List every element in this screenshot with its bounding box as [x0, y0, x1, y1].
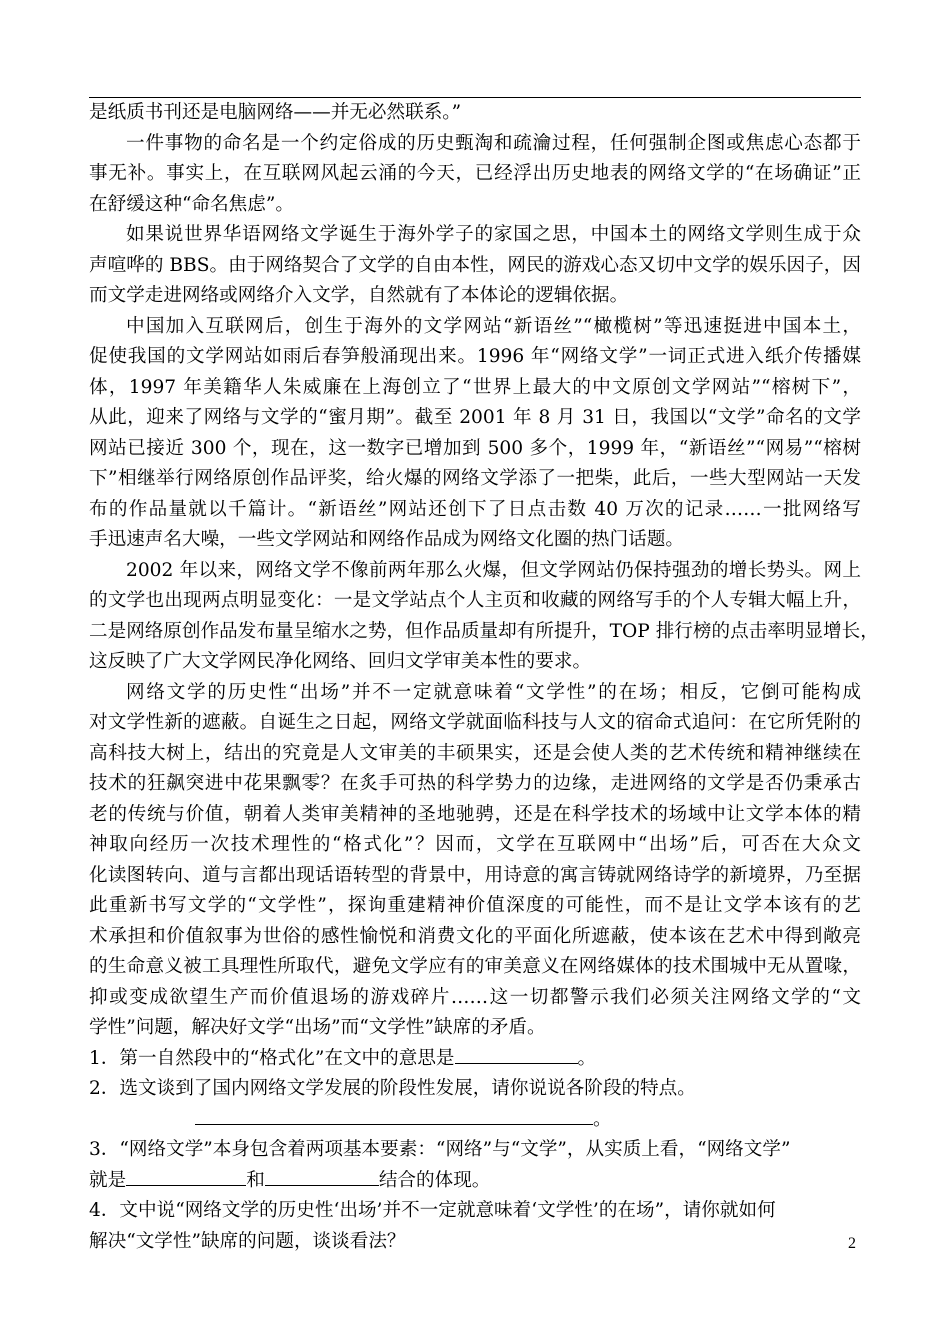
question-1: [89, 1044, 861, 1075]
paragraph-line: 抑或变成欲望生产而价值退场的游戏碎片……这一切都警示我们必须关注网络文学的“文: [89, 986, 861, 1008]
paragraph-line: 在舒缓这种“命名焦虑”。: [89, 193, 294, 215]
question-4-line-1: [89, 1196, 861, 1227]
paragraph-line: 神取向经历一次技术理性的“格式化”？因而，文学在互联网中“出场”后，可否在大众文: [89, 834, 861, 855]
paragraph-line: 是纸质书刊还是电脑网络——并无必然联系。”: [89, 102, 462, 123]
paragraph-line: 下”相继举行网络原创作品评奖，给火爆的网络文学添了一把柴，此后，一些大型网站一天发: [89, 468, 861, 489]
paragraph-line: 事无补。事实上，在互联网风起云涌的今天，已经浮出历史地表的网络文学的“在场确证”正: [89, 163, 861, 184]
paragraph-line: 技术的狂飙突进中花果飘零？在炙手可热的科学势力的边缘，走进网络的文学是否仍秉承古: [89, 773, 861, 794]
paragraph-line: 学性”问题，解决好文学“出场”而“文学性”缺席的矛盾。: [89, 1017, 546, 1038]
question-2: [89, 1074, 861, 1105]
paragraph-line: 体，1997 年美籍华人朱威廉在上海创立了“世界上最大的中文原创文学网站”“榕树下”，: [89, 376, 861, 398]
paragraph-line: 二是网络原创作品发布量呈缩水之势，但作品质量却有所提升，TOP 排行榜的点击率明显增长，: [89, 620, 879, 642]
paragraph-line: 的生命意义被工具理性所取代，避免文学应有的审美意义在网络媒体的技术围城中无从置喙，: [89, 956, 861, 977]
question-2-answer-line: [89, 1105, 861, 1136]
paragraph-line: 术承担和价值叙事为世俗的感性愉悦和消费文化的平面化所遮蔽，使本该在艺术中得到敞亮: [89, 925, 861, 947]
answer-blank-3b[interactable]: [265, 1167, 379, 1186]
paragraph-line: 布的作品量就以千篇计。“新语丝”网站还创下了日点击数 40 万次的记录……一批网络写: [89, 498, 861, 520]
question-4-text-2: 解决“文学性”缺席的问题，谈谈看法？: [89, 1230, 406, 1252]
paragraph-line: 高科技大树上，结出的究竟是人文审美的丰硕果实，还是会使人类的艺术传统和精神继续在: [89, 742, 861, 764]
paragraph-line: 老的传统与价值，朝着人类审美精神的圣地驰骋，还是在科学技术的场域中让文学本体的精: [89, 803, 861, 825]
paragraph-line: 2002 年以来，网络文学不像前两年那么火爆，但文学网站仍保持强劲的增长势头。网上: [126, 559, 861, 581]
question-3-line-1: [89, 1135, 861, 1166]
paragraph-line: 促使我国的文学网站如雨后春笋般涌现出来。1996 年“网络文学”一词正式进入纸介传播媒: [89, 346, 861, 367]
question-3-mid: 和: [246, 1169, 265, 1191]
paragraph-line: 而文学走进网络或网络介入文学，自然就有了本体论的逻辑依据。: [89, 285, 629, 306]
questions: [89, 1044, 861, 1258]
article-paragraphs: [89, 98, 879, 1044]
paragraph-line: 如果说世界华语网络文学诞生于海外学子的家国之思，中国本土的网络文学则生成于众: [126, 224, 861, 245]
question-3-line-2: [89, 1166, 861, 1197]
question-2-end: 。: [593, 1108, 612, 1130]
paragraph-line: 对文学性新的遮蔽。自诞生之日起，网络文学就面临科技与人文的宿命式追问：在它所凭附的: [89, 712, 861, 733]
paragraph-line: 一件事物的命名是一个约定俗成的历史甄淘和疏瀹过程，任何强制企图或焦虑心态都于: [126, 132, 861, 154]
question-1-end: 。: [577, 1047, 597, 1069]
page-number: 2: [848, 1235, 856, 1252]
article-body: [89, 98, 879, 1257]
paragraph-line: 声喧哗的 BBS。由于网络契合了文学的自由本性，网民的游戏心态又切中文学的娱乐因子，因: [89, 254, 861, 276]
question-1-text: 1．第一自然段中的“格式化”在文中的意思是: [89, 1047, 455, 1069]
answer-blank-3a[interactable]: [126, 1167, 246, 1186]
question-2-text: 2．选文谈到了国内网络文学发展的阶段性发展，请你说说各阶段的特点。: [89, 1078, 696, 1099]
question-3-text: 3．“网络文学”本身包含着两项基本要素：“网络”与“文学”，从实质上看，“网络文学”: [89, 1139, 791, 1160]
question-3-post: 结合的体现。: [378, 1169, 491, 1191]
paragraph-line: 网络文学的历史性“出场”并不一定就意味着“文学性”的在场；相反，它倒可能构成: [126, 681, 861, 703]
paragraph-line: 的文学也出现两点明显变化：一是文学站点个人主页和收藏的网络写手的个人专辑大幅上升，: [89, 590, 861, 611]
question-3-pre: 就是: [89, 1169, 127, 1191]
paragraph-line: 此重新书写文学的“文学性”，探询重建精神价值深度的可能性，而不是让文学本该有的艺: [89, 895, 861, 916]
paragraph-line: 从此，迎来了网络与文学的“蜜月期”。截至 2001 年 8 月 31 日，我国以“文学”命名的文学: [89, 407, 861, 428]
answer-blank-2[interactable]: [195, 1106, 593, 1125]
paragraph-line: 中国加入互联网后，创生于海外的文学网站“新语丝”“橄榄树”等迅速挺进中国本土，: [126, 315, 861, 337]
paragraph-line: 手迅速声名大噪，一些文学网站和网络作品成为网络文化圈的热门话题。: [89, 529, 685, 550]
answer-blank-1[interactable]: [455, 1045, 578, 1064]
question-4-text: 4．文中说“网络文学的历史性‘出场’并不一定就意味着‘文学性’的在场”，请你就如何: [89, 1200, 776, 1221]
paragraph-line: 化读图转向、道与言都出现话语转型的背景中，用诗意的寓言铸就网络诗学的新境界，乃至据: [89, 864, 861, 886]
paragraph-line: 这反映了广大文学网民净化网络、回归文学审美本性的要求。: [89, 651, 592, 672]
paragraph-line: 网站已接近 300 个，现在，这一数字已增加到 500 多个，1999 年，“新语丝”“网易”“榕树: [89, 437, 861, 459]
question-4-line-2: [89, 1227, 861, 1258]
